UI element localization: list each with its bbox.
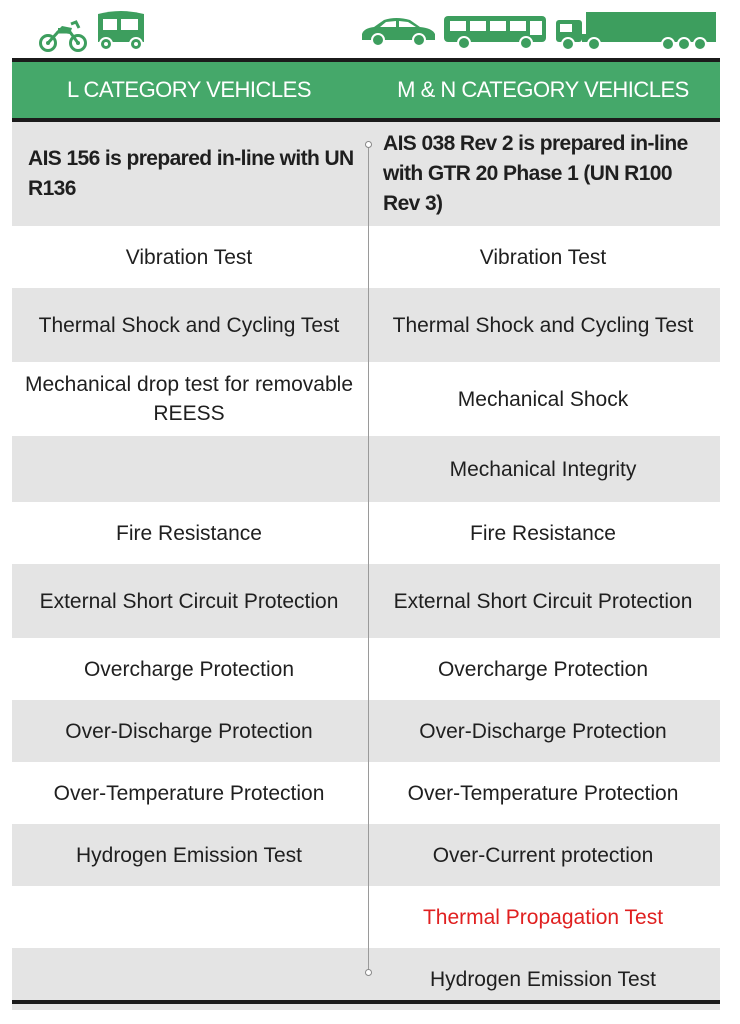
cell-left: Hydrogen Emission Test — [75, 843, 303, 867]
truck-icon — [554, 10, 718, 52]
cell-right: Over-Current protection — [432, 843, 654, 867]
cell-left: Vibration Test — [125, 245, 253, 269]
cell-left: Thermal Shock and Cycling Test — [38, 313, 340, 337]
cell-left: Over-Temperature Protection — [53, 781, 325, 805]
cell-left: External Short Circuit Protection — [39, 589, 339, 613]
table-row — [12, 886, 720, 948]
table-row — [12, 502, 720, 564]
table-row — [12, 564, 720, 638]
column-divider — [368, 142, 369, 974]
table-bottom-rule — [12, 1000, 720, 1004]
cell-right: Fire Resistance — [470, 521, 616, 545]
cell-left: Fire Resistance — [116, 521, 262, 545]
cell-left: Overcharge Protection — [83, 657, 295, 681]
divider-bottom-dot — [365, 969, 372, 976]
cell-right-highlight: Thermal Propagation Test — [422, 905, 664, 929]
cell-right: Vibration Test — [479, 245, 607, 269]
cell-left: Mechanical drop test for removable REESS — [25, 373, 353, 425]
divider-top-dot — [365, 141, 372, 148]
table-row — [12, 700, 720, 762]
cell-right: Thermal Shock and Cycling Test — [392, 313, 694, 337]
table-row — [12, 288, 720, 362]
table-row — [12, 362, 720, 436]
cell-right: Mechanical Shock — [457, 387, 629, 411]
table-row-intro — [12, 122, 720, 226]
auto-rickshaw-icon — [94, 10, 148, 52]
table-row — [12, 762, 720, 824]
header-l-category: L CATEGORY VEHICLES — [67, 77, 311, 102]
cell-right: Mechanical Integrity — [449, 457, 637, 481]
intro-right: AIS 038 Rev 2 is prepared in-line with GTR 20 Phase 1 (UN R100 Rev 3) — [383, 132, 688, 215]
car-icon — [358, 16, 438, 48]
cell-right: Overcharge Protection — [437, 657, 649, 681]
intro-left: AIS 156 is prepared in-line with UN R136 — [28, 147, 354, 200]
comparison-table — [12, 58, 720, 1010]
table-row — [12, 436, 720, 502]
cell-left — [12, 436, 366, 502]
cell-right: Hydrogen Emission Test — [429, 967, 657, 991]
motorcycle-icon — [38, 18, 88, 52]
table-header — [12, 58, 720, 122]
bus-icon — [442, 14, 548, 50]
table-row — [12, 226, 720, 288]
cell-right: Over-Discharge Protection — [419, 719, 667, 743]
cell-left: Over-Discharge Protection — [65, 719, 313, 743]
cell-left — [12, 886, 366, 948]
cell-right: External Short Circuit Protection — [393, 589, 693, 613]
header-mn-category: M & N CATEGORY VEHICLES — [397, 77, 689, 102]
vehicle-icons-bar — [0, 0, 740, 58]
table-row — [12, 824, 720, 886]
cell-right: Over-Temperature Protection — [407, 781, 679, 805]
table-row — [12, 638, 720, 700]
